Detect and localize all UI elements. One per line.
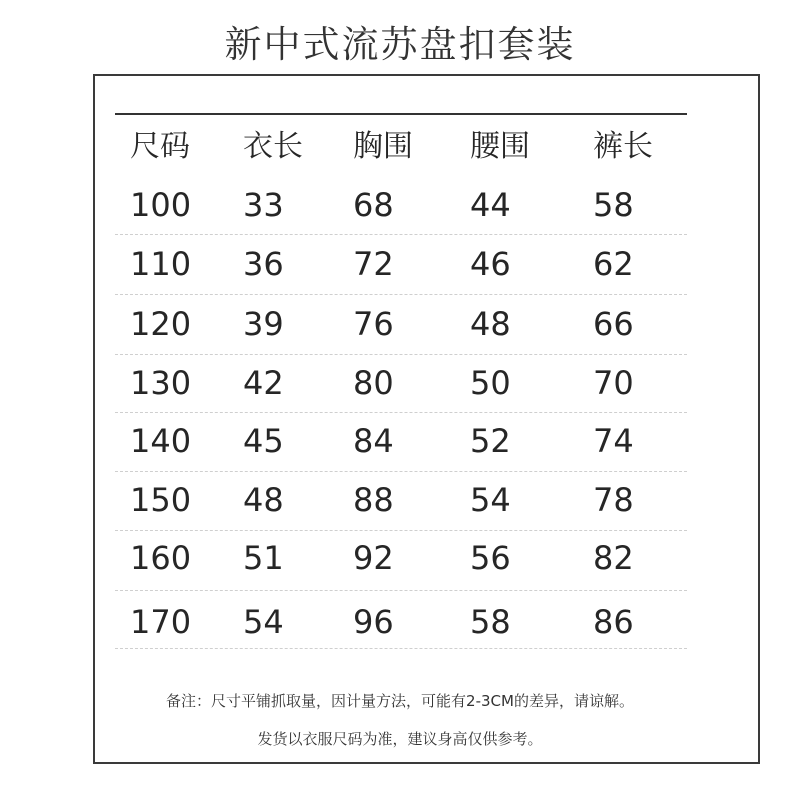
cell-waist: 52	[470, 422, 511, 460]
header-waist: 腰围	[470, 129, 530, 164]
cell-size: 130	[130, 364, 192, 402]
cell-length: 39	[243, 305, 284, 343]
table-top-rule	[115, 113, 687, 115]
row-separator	[115, 412, 687, 413]
cell-length: 42	[243, 364, 284, 402]
cell-chest: 76	[353, 305, 394, 343]
header-length: 衣长	[243, 129, 303, 164]
cell-pants-length: 86	[593, 603, 634, 641]
cell-waist: 50	[470, 364, 511, 402]
row-separator	[115, 294, 687, 295]
cell-chest: 92	[353, 539, 394, 577]
cell-pants-length: 58	[593, 186, 634, 224]
cell-chest: 88	[353, 481, 394, 519]
cell-waist: 48	[470, 305, 511, 343]
note-line-2: 发货以衣服尺码为准，建议身高仅供参考。	[257, 730, 543, 748]
cell-pants-length: 82	[593, 539, 634, 577]
row-separator	[115, 471, 687, 472]
cell-pants-length: 78	[593, 481, 634, 519]
cell-waist: 58	[470, 603, 511, 641]
page-title: 新中式流苏盘扣套装	[224, 23, 576, 66]
row-separator	[115, 530, 687, 531]
cell-waist: 56	[470, 539, 511, 577]
cell-size: 140	[130, 422, 192, 460]
row-separator	[115, 354, 687, 355]
cell-chest: 68	[353, 186, 394, 224]
header-size: 尺码	[130, 129, 190, 164]
cell-size: 150	[130, 481, 192, 519]
cell-waist: 44	[470, 186, 511, 224]
cell-pants-length: 62	[593, 245, 634, 283]
cell-size: 160	[130, 539, 192, 577]
cell-length: 45	[243, 422, 284, 460]
cell-chest: 84	[353, 422, 394, 460]
cell-length: 33	[243, 186, 284, 224]
row-separator	[115, 590, 687, 591]
cell-chest: 96	[353, 603, 394, 641]
cell-length: 48	[243, 481, 284, 519]
row-separator	[115, 234, 687, 235]
cell-chest: 72	[353, 245, 394, 283]
row-separator	[115, 648, 687, 649]
cell-pants-length: 66	[593, 305, 634, 343]
header-chest: 胸围	[353, 129, 413, 164]
cell-length: 51	[243, 539, 284, 577]
header-pants-length: 裤长	[593, 129, 653, 164]
cell-waist: 54	[470, 481, 511, 519]
cell-size: 170	[130, 603, 192, 641]
cell-pants-length: 70	[593, 364, 634, 402]
cell-size: 120	[130, 305, 192, 343]
cell-length: 36	[243, 245, 284, 283]
cell-waist: 46	[470, 245, 511, 283]
cell-chest: 80	[353, 364, 394, 402]
cell-size: 100	[130, 186, 192, 224]
cell-size: 110	[130, 245, 192, 283]
cell-length: 54	[243, 603, 284, 641]
cell-pants-length: 74	[593, 422, 634, 460]
note-line-1: 备注：尺寸平铺抓取量，因计量方法，可能有2-3CM的差异，请谅解。	[166, 692, 634, 710]
size-chart-frame	[93, 74, 760, 764]
